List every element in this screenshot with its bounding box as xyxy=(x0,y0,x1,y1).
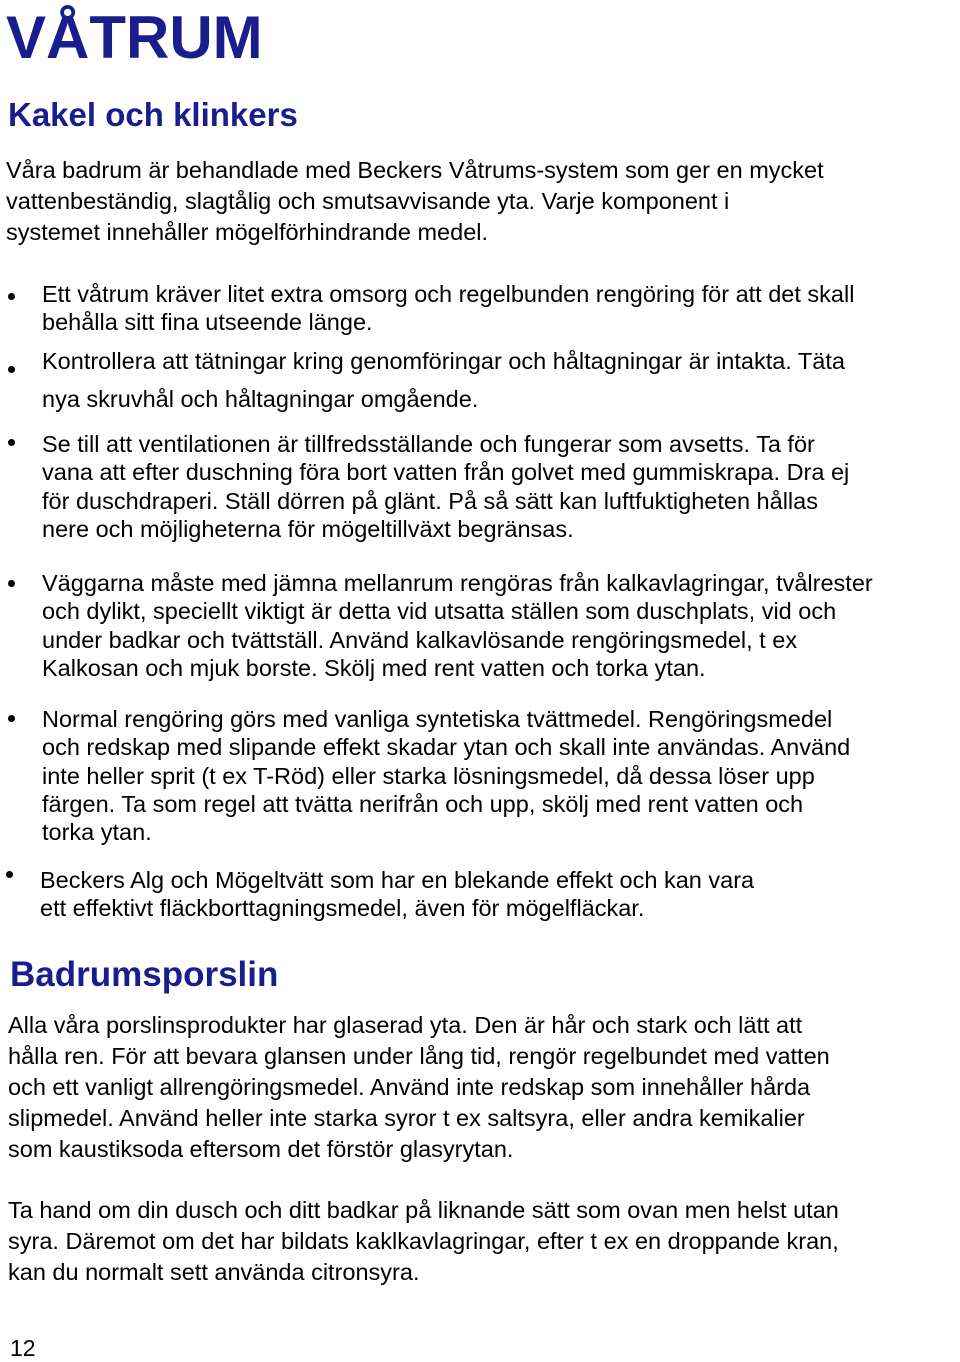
bullet-text: Väggarna måste med jämna mellanrum rengöras från kalkavlagringar, tvålrester och dylikt, speciellt viktigt är detta vid utsatta ställen som duschplats, vid och under badkar och tvättställ. Använd kalkavlösande rengöringsmedel, t ex Kalkosan och mjuk borste. Skölj med rent vatten och torka ytan. xyxy=(42,570,873,681)
bullet-text: Beckers Alg och Mögeltvätt som har en blekande effekt och kan vara ett effektivt fläckborttagningsmedel, även för mögelfläckar. xyxy=(40,867,755,922)
bullet-icon xyxy=(8,715,18,725)
bullet-icon xyxy=(8,580,18,590)
bullet-icon xyxy=(6,871,16,881)
bullet-text: Se till att ventilationen är tillfredsställande och fungerar som avsetts. Ta för vana att efter duschning föra bort vatten från golvet med gummiskrapa. Dra ej för duschdraperi. Ställ dörren på glänt. På så sätt kan luftfuktigheten hållas nere och möjligheterna för mögeltillväxt begränsas. xyxy=(42,431,850,542)
bullet-icon xyxy=(8,293,18,303)
bullet-icon xyxy=(8,366,18,376)
section-heading-badrumsporslin: Badrumsporslin xyxy=(10,955,279,994)
page-title: VÅTRUM xyxy=(6,4,263,71)
bullet-text: Ett våtrum kräver litet extra omsorg och regelbunden rengöring för att det skall behålla sitt fina utseende länge. xyxy=(42,281,855,336)
intro-paragraph: Våra badrum är behandlade med Beckers Våtrums-system som ger en mycket vattenbeständig, slagtålig och smutsavvisande yta. Varje komponent i systemet innehåller mögelförhindrande medel. xyxy=(6,157,824,245)
section-heading-kakel: Kakel och klinkers xyxy=(8,96,298,133)
bullet-icon xyxy=(8,439,18,449)
body-paragraph: Ta hand om din dusch och ditt badkar på liknande sätt som ovan men helst utan syra. Däremot om det har bildats kaklkavlagringar, efter t ex en droppande kran, kan du normalt sett använda citronsyra. xyxy=(8,1197,839,1285)
page-number: 12 xyxy=(10,1335,36,1361)
bullet-text: Normal rengöring görs med vanliga syntetiska tvättmedel. Rengöringsmedel och redskap med slipande effekt skadar ytan och skall inte användas. Använd inte heller sprit (t ex T-Röd) eller starka lösningsmedel, då dessa löser upp färgen. Ta som regel att tvätta nerifrån och upp, skölj med rent vatten och torka ytan. xyxy=(42,706,851,846)
bullet-text: Kontrollera att tätningar kring genomföringar och håltagningar är intakta. Täta nya skruvhål och håltagningar omgående. xyxy=(42,348,845,412)
body-paragraph: Alla våra porslinsprodukter har glaserad yta. Den är hår och stark och lätt att hålla ren. För att bevara glansen under lång tid, rengör regelbundet med vatten och ett vanligt allrengöringsmedel. Använd inte redskap som innehåller hårda slipmedel. Använd heller inte starka syror t ex saltsyra, eller andra kemikalier som kaustiksoda eftersom det förstör glasyrytan. xyxy=(8,1012,830,1162)
